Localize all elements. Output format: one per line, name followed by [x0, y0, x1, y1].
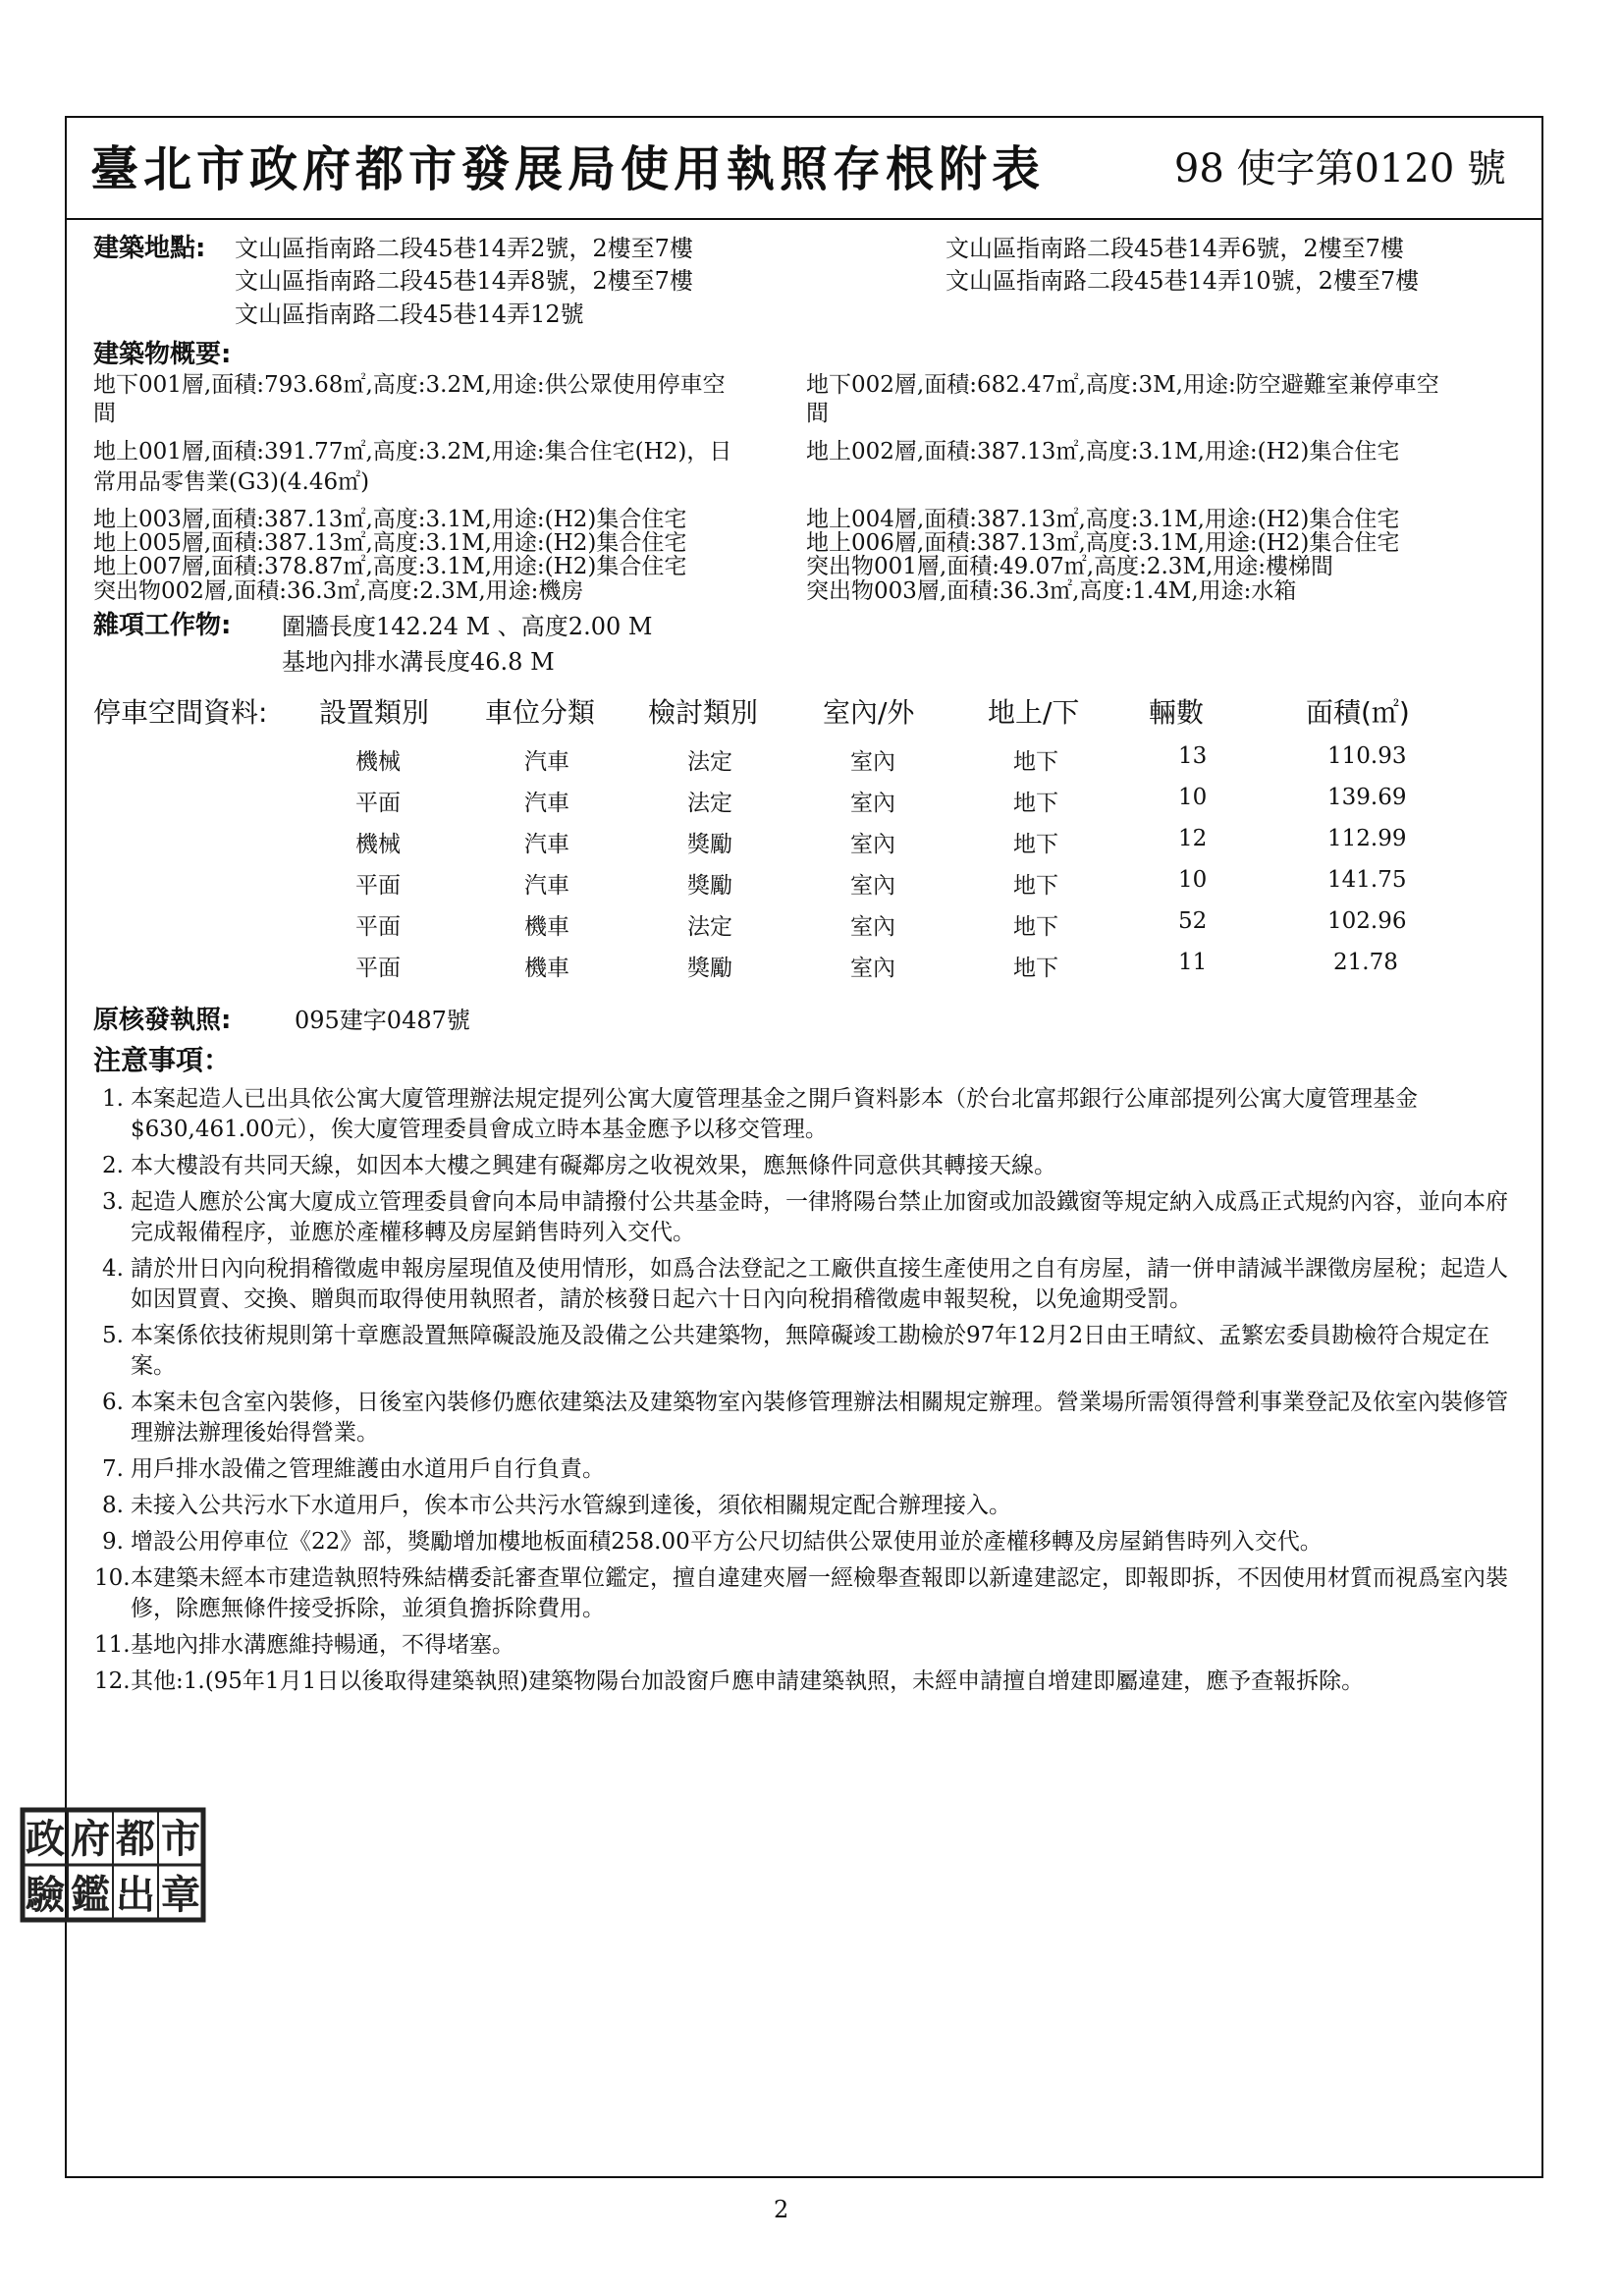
parking-cell: 室內 [850, 956, 895, 981]
overview-line: 地上003層,面積:387.13㎡,高度:3.1M,用途:(H2)集合住宅 [93, 507, 687, 532]
parking-header-cell: 設置類別 [319, 696, 430, 729]
overview-line: 突出物001層,面積:49.07㎡,高度:2.3M,用途:樓梯間 [806, 554, 1334, 579]
note-number: 5. [102, 1323, 124, 1348]
parking-header-cell: 輛數 [1149, 696, 1205, 729]
overview-line: 地下001層,面積:793.68㎡,高度:3.2M,用途:供公眾使用停車空 [93, 372, 726, 398]
note-number: 12. [94, 1668, 131, 1694]
parking-cell: 平面 [355, 873, 401, 899]
parking-cell: 地下 [1013, 956, 1058, 981]
parking-cell: 機車 [524, 956, 569, 981]
parking-header-cell: 室內/外 [823, 696, 915, 729]
note-item [94, 1388, 1528, 1449]
note-number: 1. [102, 1086, 124, 1112]
note-text: 本案未包含室內裝修，日後室內裝修仍應依建築法及建築物室內裝修管理辦法相關規定辦理。營業場所需領得營利事業登記及依室內裝修管理辦法辦理後始得營業。 [131, 1390, 1508, 1446]
parking-cell: 平面 [355, 914, 401, 940]
note-item [94, 1563, 1528, 1624]
overview-line: 地上004層,面積:387.13㎡,高度:3.1M,用途:(H2)集合住宅 [806, 507, 1400, 532]
parking-cell: 汽車 [524, 791, 569, 816]
note-text: 未接入公共污水下水道用戶，俟本市公共污水管線到達後，須依相關規定配合辦理接入。 [131, 1493, 1011, 1518]
note-number: 6. [102, 1390, 124, 1415]
note-item [94, 1151, 1528, 1181]
parking-cell: 汽車 [524, 832, 569, 857]
parking-cell: 機車 [524, 914, 569, 940]
parking-header-cell: 檢討類別 [648, 696, 759, 729]
notes-label: 注意事項： [93, 1044, 232, 1076]
note-text: 增設公用停車位《22》部，獎勵增加樓地板面積258.00平方公尺切結供公眾使用並於產權移轉及房屋銷售時列入交代。 [131, 1529, 1323, 1555]
note-text: 用戶排水設備之管理維護由水道用戶自行負責。 [131, 1456, 605, 1482]
note-text: 基地內排水溝應維持暢通，不得堵塞。 [131, 1632, 514, 1658]
overview-line: 地下002層,面積:682.47㎡,高度:3M,用途:防空避難室兼停車空 [806, 372, 1439, 398]
seal-char: 府 [71, 1816, 110, 1862]
parking-header-cell: 地上/下 [988, 696, 1080, 729]
parking-cell: 地下 [1013, 791, 1058, 816]
note-item [94, 1527, 1528, 1558]
document-header [65, 116, 1543, 220]
address-line: 文山區指南路二段45巷14弄8號，2樓至7樓 [235, 267, 693, 295]
address-line: 文山區指南路二段45巷14弄10號，2樓至7樓 [946, 267, 1420, 295]
note-item [94, 1254, 1528, 1315]
note-number: 8. [102, 1493, 124, 1518]
note-number: 4. [102, 1256, 124, 1282]
note-number: 11. [94, 1632, 131, 1658]
seal-char: 鑑 [71, 1872, 110, 1918]
official-seal-stamp [20, 1807, 206, 1923]
overview-line: 地上005層,面積:387.13㎡,高度:3.1M,用途:(H2)集合住宅 [93, 530, 687, 556]
parking-cell: 10 [1178, 785, 1208, 810]
note-number: 9. [102, 1529, 124, 1555]
parking-label: 停車空間資料: [93, 696, 268, 729]
parking-cell: 地下 [1013, 832, 1058, 857]
parking-cell: 室內 [850, 873, 895, 899]
overview-line: 常用品零售業(G3)(4.46㎡) [93, 469, 370, 495]
address-line: 文山區指南路二段45巷14弄6號，2樓至7樓 [946, 235, 1404, 262]
seal-char: 章 [161, 1872, 200, 1918]
note-number: 2. [102, 1153, 124, 1178]
parking-cell: 地下 [1013, 749, 1058, 775]
seal-char: 市 [161, 1816, 200, 1862]
parking-cell: 12 [1178, 826, 1208, 851]
address-line: 文山區指南路二段45巷14弄12號 [235, 301, 584, 328]
note-number: 10. [94, 1565, 131, 1591]
note-item [94, 1454, 1528, 1485]
misc-work-line: 圍牆長度142.24 M 、高度2.00 M [282, 613, 653, 640]
parking-cell: 110.93 [1327, 743, 1407, 769]
parking-cell: 52 [1178, 908, 1208, 934]
parking-cell: 法定 [687, 791, 732, 816]
parking-cell: 21.78 [1333, 950, 1398, 975]
overview-line: 間 [806, 401, 829, 426]
parking-cell: 室內 [850, 832, 895, 857]
parking-cell: 室內 [850, 749, 895, 775]
parking-cell: 13 [1178, 743, 1208, 769]
overview-line: 突出物002層,面積:36.3㎡,高度:2.3M,用途:機房 [93, 578, 584, 604]
parking-cell: 汽車 [524, 873, 569, 899]
note-item [94, 1667, 1528, 1697]
parking-cell: 102.96 [1327, 908, 1407, 934]
seal-char: 都 [116, 1816, 155, 1862]
parking-cell: 平面 [355, 956, 401, 981]
page-number: 2 [774, 2196, 789, 2223]
parking-cell: 地下 [1013, 914, 1058, 940]
parking-cell: 法定 [687, 914, 732, 940]
seal-char: 出 [116, 1872, 155, 1918]
original-permit-value: 095建字0487號 [295, 1007, 470, 1034]
document-title: 臺北市政府都市發展局使用執照存根附表 [90, 140, 1046, 197]
note-number: 3. [102, 1189, 124, 1215]
parking-cell: 10 [1178, 867, 1208, 893]
parking-cell: 11 [1178, 950, 1208, 975]
overview-line: 地上001層,面積:391.77㎡,高度:3.2M,用途:集合住宅(H2)，日 [93, 439, 732, 465]
seal-char: 政 [26, 1816, 65, 1862]
seal-char: 驗 [26, 1872, 65, 1918]
parking-cell: 地下 [1013, 873, 1058, 899]
note-text: 起造人應於公寓大廈成立管理委員會向本局申請撥付公共基金時，一律將陽台禁止加窗或加設鐵窗等規定納入成爲正式規約內容，並向本府完成報備程序，並應於產權移轉及房屋銷售時列入交代。 [131, 1189, 1508, 1245]
note-item [94, 1630, 1528, 1661]
parking-cell: 機械 [355, 749, 401, 775]
original-permit-label: 原核發執照: [93, 1006, 232, 1035]
permit-number: 98 使字第0120 號 [1173, 146, 1506, 191]
parking-cell: 112.99 [1327, 826, 1407, 851]
overview-line: 地上007層,面積:378.87㎡,高度:3.1M,用途:(H2)集合住宅 [93, 554, 687, 579]
parking-cell: 汽車 [524, 749, 569, 775]
note-text: 本案起造人已出具依公寓大廈管理辦法規定提列公寓大廈管理基金之開戶資料影本（於台北富邦銀行公庫部提列公寓大廈管理基金$630,461.00元），俟大廈管理委員會成立時本基金應予以移交管理。 [131, 1086, 1418, 1142]
note-text: 本建築未經本市建造執照特殊結構委託審查單位鑑定，擅自違建夾層一經檢舉查報即以新違建認定，即報即拆，不因使用材質而視爲室內裝修，除應無條件接受拆除，並須負擔拆除費用。 [131, 1565, 1508, 1621]
parking-cell: 獎勵 [687, 956, 732, 981]
notes-list [94, 1084, 1528, 1703]
address-label: 建築地點: [93, 234, 206, 263]
parking-cell: 平面 [355, 791, 401, 816]
note-text: 本大樓設有共同天線，如因本大樓之興建有礙鄰房之收視效果，應無條件同意供其轉接天線。 [131, 1153, 1056, 1178]
parking-cell: 機械 [355, 832, 401, 857]
parking-header-cell: 面積(㎡) [1306, 696, 1410, 729]
parking-cell: 141.75 [1327, 867, 1407, 893]
parking-cell: 獎勵 [687, 832, 732, 857]
note-item [94, 1187, 1528, 1248]
overview-line: 地上006層,面積:387.13㎡,高度:3.1M,用途:(H2)集合住宅 [806, 530, 1400, 556]
note-number: 7. [102, 1456, 124, 1482]
note-text: 其他:1.(95年1月1日以後取得建築執照)建築物陽台加設窗戶應申請建築執照，未經申請擅自增建即屬違建，應予查報拆除。 [131, 1668, 1365, 1694]
overview-line: 地上002層,面積:387.13㎡,高度:3.1M,用途:(H2)集合住宅 [806, 439, 1400, 465]
parking-cell: 室內 [850, 791, 895, 816]
parking-cell: 室內 [850, 914, 895, 940]
note-text: 本案係依技術規則第十章應設置無障礙設施及設備之公共建築物，無障礙竣工勘檢於97年12月2日由王晴紋、孟繁宏委員勘檢符合規定在案。 [131, 1323, 1490, 1379]
note-item [94, 1321, 1528, 1382]
note-item [94, 1084, 1528, 1145]
parking-cell: 獎勵 [687, 873, 732, 899]
parking-cell: 139.69 [1327, 785, 1407, 810]
misc-work-label: 雜項工作物: [93, 611, 232, 640]
overview-label: 建築物概要: [93, 340, 232, 369]
parking-cell: 法定 [687, 749, 732, 775]
note-item [94, 1491, 1528, 1521]
note-text: 請於卅日內向稅捐稽徵處申報房屋現值及使用情形，如爲合法登記之工廠供直接生產使用之自有房屋，請一併申請減半課徵房屋稅；起造人如因買賣、交換、贈與而取得使用執照者，請於核發日起六十日內向稅捐稽徵處申報契稅，以免逾期受罰。 [131, 1256, 1508, 1312]
misc-work-line: 基地內排水溝長度46.8 M [282, 648, 555, 676]
address-line: 文山區指南路二段45巷14弄2號，2樓至7樓 [235, 235, 693, 262]
overview-line: 突出物003層,面積:36.3㎡,高度:1.4M,用途:水箱 [806, 578, 1297, 604]
parking-header-cell: 車位分類 [485, 696, 596, 729]
overview-line: 間 [93, 401, 116, 426]
